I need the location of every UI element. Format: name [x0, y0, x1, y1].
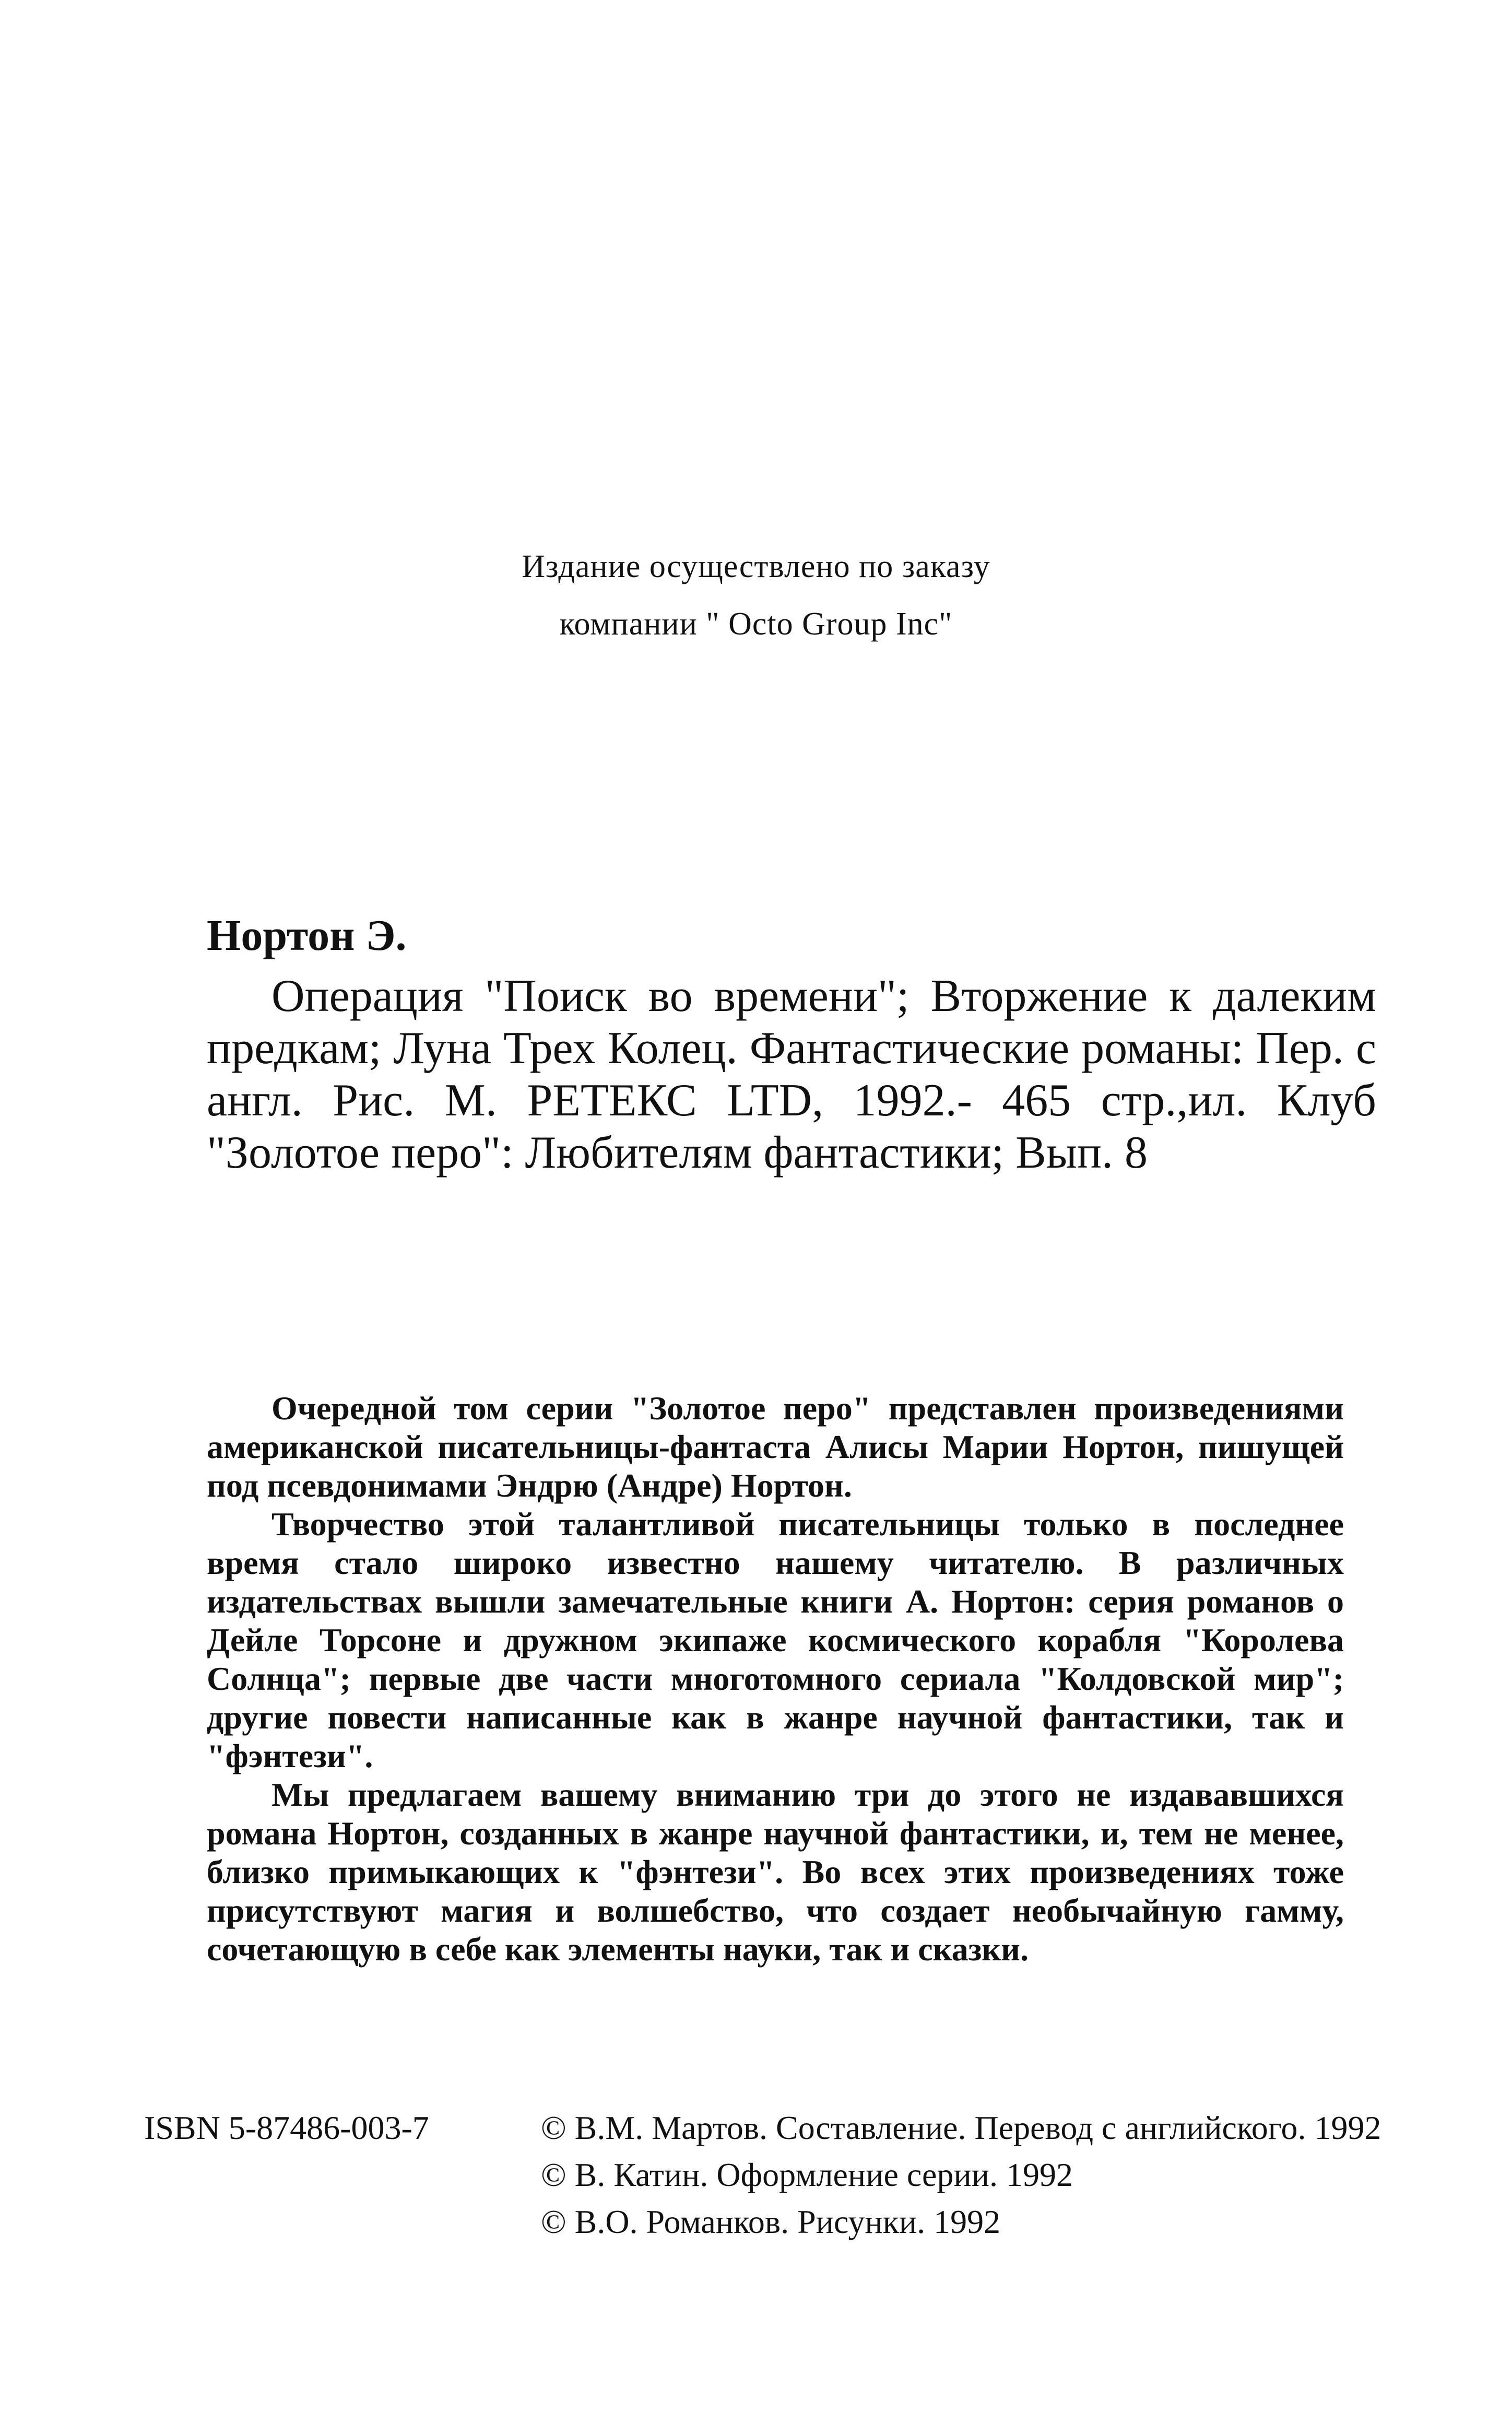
isbn-number: ISBN 5-87486-003-7	[144, 2109, 429, 2146]
notice-line-1: Издание осуществлено по заказу	[522, 549, 990, 584]
bibliographic-record	[207, 909, 1376, 1179]
copyright-notices	[541, 2104, 1428, 2245]
copyright-line-1: © В.М. Мартов. Составление. Перевод с английского. 1992	[541, 2109, 1381, 2146]
publication-notice	[0, 538, 1512, 653]
annotation-paragraph-3: Мы предлагаем вашему вниманию три до этого не издававшихся романа Нортон, созданных в жанре научной фантастики, и, тем не менее, близко примыкающих к "фэнтези". Во всех этих произведениях тоже присутствуют магия и волшебство, что создает необычайную гамму, сочетающую в себе как элементы науки, так и сказки.	[207, 1776, 1344, 1968]
copyright-line-2: © В. Катин. Оформление серии. 1992	[541, 2156, 1073, 2193]
copyright-line-3: © В.О. Романков. Рисунки. 1992	[541, 2203, 1001, 2240]
author-heading: Нортон Э.	[207, 911, 407, 960]
annotation-paragraph-1: Очередной том серии "Золотое перо" представлен произведениями американской писательницы-фантаста Алисы Марии Нортон, пишущей под псевдонимами Эндрю (Андре) Нортон.	[207, 1390, 1344, 1504]
bibliographic-description: Операция "Поиск во времени"; Вторжение к далеким предкам; Луна Трех Колец. Фантастические романы: Пер. с англ. Рис. М. РЕТЕКС LTD, 1992.- 465 стр.,ил. Клуб "Золотое перо": Любителям фантастики; Вып. 8	[207, 971, 1376, 1178]
notice-line-2: компании " Octo Group Inc"	[559, 606, 953, 642]
annotation	[207, 1389, 1344, 1969]
annotation-paragraph-2: Творчество этой талантливой писательницы только в последнее время стало широко известно нашему читателю. В различных издательствах вышли замечательные книги А. Нортон: серия романов о Дейле Торсоне и дружном экипаже космического корабля "Королева Солнца"; первые две части многотомного сериала "Колдовской мир"; другие повести написанные как в жанре научной фантастики, так и "фэнтези".	[207, 1505, 1344, 1774]
